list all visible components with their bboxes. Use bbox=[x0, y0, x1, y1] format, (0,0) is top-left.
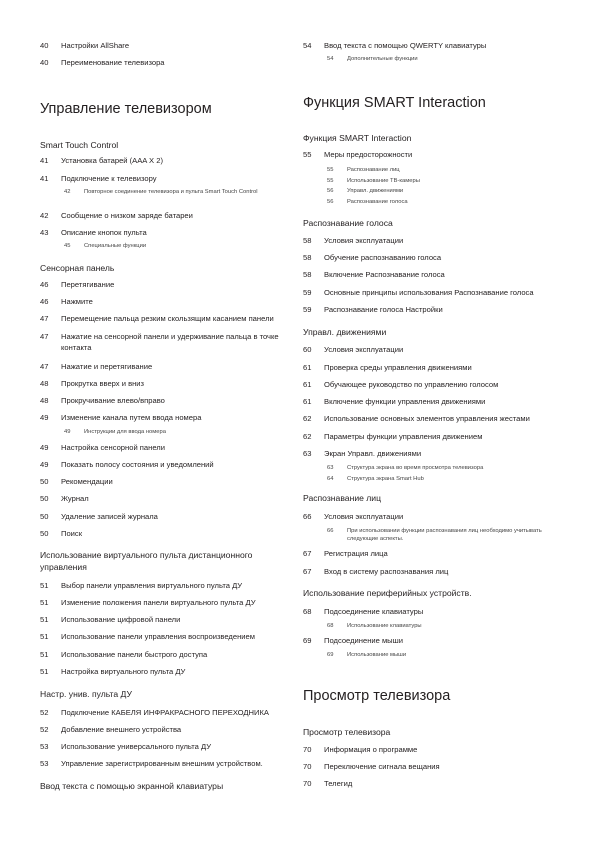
entry-title: Настройка виртуального пульта ДУ bbox=[61, 667, 186, 676]
entry-title: Распознавание голоса Настройки bbox=[324, 305, 443, 314]
entry-title: Использование универсального пульта ДУ bbox=[61, 742, 212, 751]
page-number: 60 bbox=[303, 345, 312, 354]
entry-title: Условия эксплуатации bbox=[324, 512, 404, 521]
toc-entry[interactable] bbox=[40, 361, 292, 372]
page-number: 70 bbox=[303, 762, 312, 771]
page-number: 53 bbox=[40, 759, 49, 768]
entry-title: Регистрация лица bbox=[324, 549, 388, 558]
page-number: 41 bbox=[40, 174, 49, 183]
page-number: 50 bbox=[40, 512, 49, 521]
toc-entry[interactable] bbox=[303, 606, 565, 617]
toc-entry[interactable] bbox=[40, 649, 292, 660]
entry-title: Рекомендации bbox=[61, 477, 113, 486]
page-number: 41 bbox=[40, 156, 49, 165]
toc-entry[interactable] bbox=[303, 511, 565, 522]
toc-entry[interactable] bbox=[303, 287, 565, 298]
page-number: 42 bbox=[64, 189, 71, 195]
entry-title: Специальные функции bbox=[84, 243, 147, 249]
page-number: 59 bbox=[303, 305, 312, 314]
toc-entry[interactable] bbox=[40, 279, 292, 290]
toc-entry[interactable] bbox=[40, 331, 292, 353]
entry-title: Выбор панели управления виртуального пульта ДУ bbox=[61, 581, 243, 590]
toc-entry[interactable] bbox=[40, 210, 292, 221]
toc-subentry[interactable] bbox=[40, 242, 292, 250]
toc-entry[interactable] bbox=[40, 40, 292, 51]
toc-entry[interactable] bbox=[40, 57, 292, 68]
page-number: 66 bbox=[303, 512, 312, 521]
section-title: Использование виртуального пульта дистанционного управления bbox=[40, 550, 253, 572]
page-number: 56 bbox=[327, 188, 334, 194]
page-number: 48 bbox=[40, 379, 49, 388]
page-number: 67 bbox=[303, 567, 312, 576]
page-number: 42 bbox=[40, 211, 49, 220]
page-number: 70 bbox=[303, 779, 312, 788]
page-number: 53 bbox=[40, 742, 49, 751]
page-number: 66 bbox=[327, 528, 334, 534]
page-number: 55 bbox=[327, 167, 334, 173]
page-number: 47 bbox=[40, 362, 49, 371]
entry-title: Основные принципы использования Распознавание голоса bbox=[324, 288, 534, 297]
section-title: Распознавание лиц bbox=[303, 493, 382, 503]
page-number: 62 bbox=[303, 414, 312, 423]
toc-entry[interactable] bbox=[40, 378, 292, 389]
page-number: 49 bbox=[40, 413, 49, 422]
entry-title: Подключение к телевизору bbox=[61, 174, 157, 183]
entry-title: Обучающее руководство по управлению голосом bbox=[324, 380, 499, 389]
toc-entry[interactable] bbox=[40, 758, 292, 769]
entry-title: Нажатие и перетягивание bbox=[61, 362, 153, 371]
page-number: 61 bbox=[303, 397, 312, 406]
section-title: Smart Touch Control bbox=[40, 140, 119, 150]
toc-subentry[interactable] bbox=[303, 187, 565, 195]
toc-entry[interactable] bbox=[303, 413, 565, 424]
page-number: 40 bbox=[40, 41, 49, 50]
page-number: 49 bbox=[40, 443, 49, 452]
toc-subentry[interactable] bbox=[303, 166, 565, 174]
page-number: 55 bbox=[327, 178, 334, 184]
toc-entry[interactable] bbox=[40, 631, 292, 642]
page-number: 48 bbox=[40, 396, 49, 405]
toc-entry[interactable] bbox=[303, 304, 565, 315]
page-number: 50 bbox=[40, 494, 49, 503]
entry-title: Подключение КАБЕЛЯ ИНФРАКРАСНОГО ПЕРЕХОДНИКА bbox=[61, 708, 269, 717]
page-number: 50 bbox=[40, 529, 49, 538]
entry-title: Поиск bbox=[61, 529, 83, 538]
entry-title: Нажатие на сенсорной панели и удерживание пальца в точке контакта bbox=[61, 332, 279, 352]
toc-entry[interactable] bbox=[40, 155, 292, 166]
entry-title: Условия эксплуатации bbox=[324, 236, 404, 245]
page-number: 51 bbox=[40, 650, 49, 659]
entry-title: Прокрутка вверх и вниз bbox=[61, 379, 145, 388]
entry-title: Использование панели управления воспроизведением bbox=[61, 632, 255, 641]
toc-entry[interactable] bbox=[303, 269, 565, 280]
entry-title: Добавление внешнего устройства bbox=[61, 725, 182, 734]
page-number: 40 bbox=[40, 58, 49, 67]
toc-entry[interactable] bbox=[40, 724, 292, 735]
toc-entry[interactable] bbox=[40, 666, 292, 677]
entry-title: Условия эксплуатации bbox=[324, 345, 404, 354]
page-number: 67 bbox=[303, 549, 312, 558]
page-number: 59 bbox=[303, 288, 312, 297]
entry-title: Сообщение о низком заряде батареи bbox=[61, 211, 193, 220]
entry-title: Инструкции для ввода номера bbox=[84, 429, 166, 435]
entry-title: Повторное соединение телевизора и пульта Smart Touch Control bbox=[84, 189, 258, 195]
page-number: 64 bbox=[327, 476, 334, 482]
page-number: 45 bbox=[64, 243, 71, 249]
toc-subentry[interactable] bbox=[40, 428, 292, 436]
page-number: 68 bbox=[327, 623, 334, 629]
toc-subentry[interactable] bbox=[303, 198, 565, 206]
toc-entry[interactable] bbox=[40, 442, 292, 453]
entry-title: Нажмите bbox=[61, 297, 93, 306]
toc-entry[interactable] bbox=[40, 528, 292, 539]
toc-subentry[interactable] bbox=[303, 177, 565, 185]
entry-title: Меры предосторожности bbox=[324, 150, 413, 159]
entry-title: Телегид bbox=[324, 779, 353, 788]
page-number: 46 bbox=[40, 297, 49, 306]
entry-title: Использование основных элементов управления жестами bbox=[324, 414, 530, 423]
page-number: 63 bbox=[327, 465, 334, 471]
entry-title: Экран Управл. движениями bbox=[324, 449, 422, 458]
entry-title: Подсоединение мыши bbox=[324, 636, 403, 645]
section-title: Использование периферийных устройств. bbox=[303, 588, 472, 598]
toc-subentry[interactable] bbox=[303, 622, 565, 630]
toc-entry[interactable] bbox=[303, 548, 565, 559]
entry-title: Структура экрана Smart Hub bbox=[347, 476, 424, 482]
entry-title: Распознавание лиц bbox=[347, 167, 400, 173]
toc-entry[interactable] bbox=[303, 431, 565, 442]
entry-title: Журнал bbox=[61, 494, 89, 503]
page-number: 54 bbox=[303, 41, 312, 50]
section-title: Управл. движениями bbox=[303, 327, 387, 337]
toc-entry[interactable] bbox=[40, 227, 292, 238]
entry-title: Показать полосу состояния и уведомлений bbox=[61, 460, 214, 469]
toc-entry[interactable] bbox=[303, 761, 565, 772]
entry-title: Использование цифровой панели bbox=[61, 615, 181, 624]
page-number: 56 bbox=[327, 199, 334, 205]
section-title: Настр. унив. пульта ДУ bbox=[40, 689, 132, 699]
toc-entry[interactable] bbox=[303, 344, 565, 355]
page-number: 46 bbox=[40, 280, 49, 289]
toc-entry[interactable] bbox=[303, 448, 565, 459]
toc-subentry[interactable] bbox=[303, 527, 565, 543]
entry-title: Перемещение пальца резким скользящим касанием панели bbox=[61, 314, 274, 323]
entry-title: Переименование телевизора bbox=[61, 58, 165, 67]
section-title: Просмотр телевизора bbox=[303, 727, 391, 737]
toc-entry[interactable] bbox=[40, 511, 292, 522]
toc-entry[interactable] bbox=[303, 252, 565, 263]
toc-entry[interactable] bbox=[303, 379, 565, 390]
entry-title: Изменение канала путем ввода номера bbox=[61, 413, 202, 422]
toc-entry[interactable] bbox=[40, 313, 292, 324]
section-title: Сенсорная панель bbox=[40, 263, 115, 273]
page-number: 49 bbox=[40, 460, 49, 469]
entry-title: Распознавание голоса bbox=[347, 199, 408, 205]
entry-title: Управление зарегистрированным внешним устройством. bbox=[61, 759, 263, 768]
entry-title: Управл. движениями bbox=[347, 188, 404, 194]
entry-title: Структура экрана во время просмотра телевизора bbox=[347, 465, 484, 471]
toc-entry[interactable] bbox=[303, 149, 565, 160]
entry-title: Подсоединение клавиатуры bbox=[324, 607, 424, 616]
entry-title: Использование ТВ-камеры bbox=[347, 178, 420, 184]
entry-title: Использование мыши bbox=[347, 652, 407, 658]
entry-title: Ввод текста с помощью QWERTY клавиатуры bbox=[324, 41, 487, 50]
entry-title: Дополнительные функции bbox=[347, 56, 418, 62]
entry-title: Установка батарей (AAA X 2) bbox=[61, 156, 163, 165]
page-number: 51 bbox=[40, 632, 49, 641]
toc-subentry[interactable] bbox=[303, 464, 565, 472]
entry-title: Удаление записей журнала bbox=[61, 512, 158, 521]
entry-title: Описание кнопок пульта bbox=[61, 228, 147, 237]
toc-entry[interactable] bbox=[303, 40, 565, 51]
entry-title: При использовании функции распознавания лиц необходимо учитывать следующие аспекты. bbox=[347, 528, 542, 542]
toc-entry[interactable] bbox=[40, 459, 292, 470]
toc-entry[interactable] bbox=[40, 412, 292, 423]
page-number: 58 bbox=[303, 270, 312, 279]
page-number: 54 bbox=[327, 56, 334, 62]
page-number: 43 bbox=[40, 228, 49, 237]
page-number: 62 bbox=[303, 432, 312, 441]
section-title: Распознавание голоса bbox=[303, 218, 393, 228]
entry-title: Перетягивание bbox=[61, 280, 115, 289]
entry-title: Информация о программе bbox=[324, 745, 418, 754]
toc-entry[interactable] bbox=[303, 235, 565, 246]
toc-subentry[interactable] bbox=[303, 651, 565, 659]
chapter-heading: Просмотр телевизора bbox=[303, 688, 451, 704]
page-number: 51 bbox=[40, 615, 49, 624]
entry-title: Параметры функции управления движением bbox=[324, 432, 483, 441]
entry-title: Настройки AllShare bbox=[61, 41, 130, 50]
entry-title: Переключение сигнала вещания bbox=[324, 762, 440, 771]
toc-entry[interactable] bbox=[40, 580, 292, 591]
entry-title: Прокручивание влево/вправо bbox=[61, 396, 165, 405]
toc-entry[interactable] bbox=[303, 396, 565, 407]
page-number: 61 bbox=[303, 380, 312, 389]
page-number: 70 bbox=[303, 745, 312, 754]
entry-title: Изменение положения панели виртуального пульта ДУ bbox=[61, 598, 256, 607]
page-number: 51 bbox=[40, 667, 49, 676]
page-number: 47 bbox=[40, 332, 49, 341]
toc-entry[interactable] bbox=[303, 778, 565, 789]
page-number: 69 bbox=[327, 652, 334, 658]
toc-subentry[interactable] bbox=[303, 55, 565, 63]
toc-subentry[interactable] bbox=[303, 475, 565, 483]
chapter-heading: Управление телевизором bbox=[40, 101, 212, 117]
page-number: 51 bbox=[40, 581, 49, 590]
page-number: 52 bbox=[40, 708, 49, 717]
toc-entry[interactable] bbox=[303, 744, 565, 755]
toc-entry[interactable] bbox=[303, 635, 565, 646]
page-number: 58 bbox=[303, 253, 312, 262]
entry-title: Проверка среды управления движениями bbox=[324, 363, 472, 372]
page-number: 51 bbox=[40, 598, 49, 607]
entry-title: Включение функции управления движениями bbox=[324, 397, 486, 406]
page-number: 49 bbox=[64, 429, 71, 435]
entry-title: Использование клавиатуры bbox=[347, 623, 422, 629]
toc-entry[interactable] bbox=[40, 173, 292, 184]
entry-title: Включение Распознавание голоса bbox=[324, 270, 445, 279]
toc-entry[interactable] bbox=[40, 395, 292, 406]
page-number: 47 bbox=[40, 314, 49, 323]
toc-entry[interactable] bbox=[303, 566, 565, 577]
page-number: 63 bbox=[303, 449, 312, 458]
toc-entry[interactable] bbox=[303, 362, 565, 373]
toc-entry[interactable] bbox=[40, 493, 292, 504]
chapter-heading: Функция SMART Interaction bbox=[303, 95, 486, 111]
toc-entry[interactable] bbox=[40, 707, 292, 718]
page-number: 58 bbox=[303, 236, 312, 245]
page-number: 68 bbox=[303, 607, 312, 616]
page-number: 61 bbox=[303, 363, 312, 372]
page-number: 55 bbox=[303, 150, 312, 159]
entry-title: Использование панели быстрого доступа bbox=[61, 650, 208, 659]
section-title: Функция SMART Interaction bbox=[303, 133, 412, 143]
entry-title: Вход в систему распознавания лиц bbox=[324, 567, 449, 576]
page-number: 50 bbox=[40, 477, 49, 486]
toc-entry[interactable] bbox=[40, 476, 292, 487]
entry-title: Настройка сенсорной панели bbox=[61, 443, 165, 452]
toc-entry[interactable] bbox=[40, 614, 292, 625]
toc-entry[interactable] bbox=[40, 296, 292, 307]
toc-entry[interactable] bbox=[40, 741, 292, 752]
toc-entry[interactable] bbox=[40, 597, 292, 608]
entry-title: Обучение распознаванию голоса bbox=[324, 253, 442, 262]
page-number: 69 bbox=[303, 636, 312, 645]
page-number: 52 bbox=[40, 725, 49, 734]
section-title: Ввод текста с помощью экранной клавиатуры bbox=[40, 781, 224, 791]
toc-subentry[interactable] bbox=[40, 188, 292, 196]
